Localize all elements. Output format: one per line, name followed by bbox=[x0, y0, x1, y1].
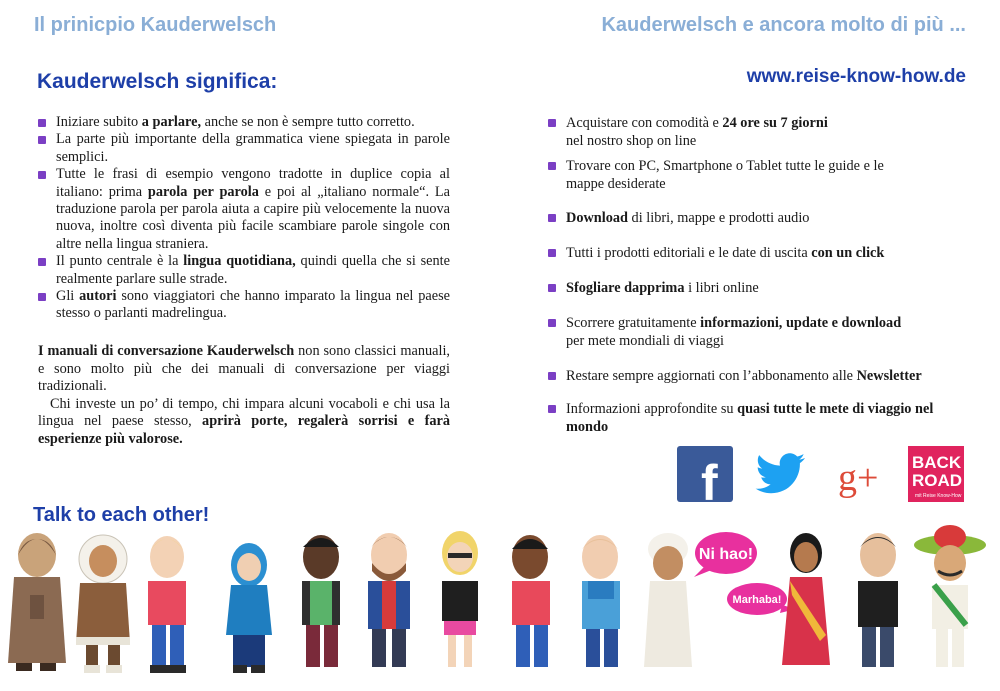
speech-bubble-marhaba bbox=[727, 583, 796, 615]
list-item: Informazioni approfondite su quasi tutte le mete di viaggio nel mondo bbox=[548, 400, 956, 436]
character-dark-boy bbox=[302, 535, 340, 667]
website-link[interactable]: www.reise-know-how.de bbox=[746, 66, 966, 87]
backtheroad-logo[interactable] bbox=[908, 446, 964, 502]
svg-text:Ni hao!: Ni hao! bbox=[698, 546, 754, 563]
list-item: La parte più importante della grammatica viene spiegata in parole semplici. bbox=[38, 131, 450, 166]
list-item: Acquistare con comodità e 24 ore su 7 giorni nel nostro shop on line bbox=[548, 114, 968, 150]
svg-text:BACK: BACK bbox=[912, 453, 962, 472]
section-title: Kauderwelsch significa: bbox=[37, 70, 278, 93]
intro-paragraphs bbox=[38, 343, 450, 449]
google-plus-icon[interactable] bbox=[836, 452, 892, 498]
svg-text:Marhaba!: Marhaba! bbox=[732, 594, 782, 606]
svg-text:ROAD: ROAD bbox=[912, 471, 963, 490]
character-turban-man bbox=[644, 533, 692, 667]
character-blonde-woman bbox=[442, 531, 478, 667]
list-item: Sfogliare dapprima i libri online bbox=[548, 279, 968, 297]
character-monk bbox=[8, 533, 66, 671]
list-item: Trovare con PC, Smartphone o Tablet tutte le guide e le mappe desiderate bbox=[548, 157, 896, 193]
twitter-icon[interactable] bbox=[755, 452, 807, 498]
header-right-title: Kauderwelsch e ancora molto di più ... bbox=[601, 14, 966, 36]
list-item: Il punto centrale è la lingua quotidiana, quindi quella che si sente realmente parlare sulle strade. bbox=[38, 253, 450, 288]
character-indian-woman bbox=[782, 533, 830, 665]
character-sombrero-man bbox=[914, 525, 986, 667]
character-inuit bbox=[76, 535, 130, 673]
list-item: Scorrere gratuitamente informazioni, update e download per mete mondiali di viaggi bbox=[548, 314, 968, 350]
list-item: Restare sempre aggiornati con l’abbonamento alle Newsletter bbox=[548, 367, 968, 385]
list-item: Tutte le frasi di esempio vengono tradotte in duplice copia al italiano: prima parola per parola e poi al „italiano normale“. La traduzione parola per parola aiuta a capire più velocemente la nuova nuova, inoltre così diventa più facile scambiare parole singole con altre nella lingua straniera. bbox=[38, 166, 450, 253]
list-item: Iniziare subito a parlare, anche se non è sempre tutto corretto. bbox=[38, 114, 450, 131]
talk-title: Talk to each other! bbox=[33, 504, 210, 526]
header-left-title: Il prinicpio Kauderwelsch bbox=[34, 14, 277, 36]
svg-text:f: f bbox=[701, 455, 718, 502]
paragraph: Chi investe un po’ di tempo, chi impara alcuni vocaboli e chi usa la lingua nel paese stesso, aprirà porte, regalerà sorrisi e farà esperienze più valorose. bbox=[38, 395, 450, 447]
character-blond-boy bbox=[148, 536, 186, 673]
list-item: Download di libri, mappe e prodotti audio bbox=[548, 209, 968, 227]
character-scarf-man bbox=[582, 535, 620, 667]
svg-text:mit Reise Know-How: mit Reise Know-How bbox=[915, 493, 962, 499]
list-item: Gli autori sono viaggiatori che hanno imparato la lingua nel paese stesso o parlanti madrelingua. bbox=[38, 288, 450, 323]
speech-bubble-ni-hao bbox=[694, 532, 757, 577]
svg-text:g+: g+ bbox=[838, 457, 879, 498]
character-bearded-man bbox=[368, 533, 410, 667]
facebook-icon[interactable] bbox=[677, 446, 733, 502]
list-item: Tutti i prodotti editoriali e le date di uscita con un click bbox=[548, 244, 968, 262]
paragraph: I manuali di conversazione Kauderwelsch non sono classici manuali, e sono molto più che dei manuali di conversazione per viaggi tradizionali. bbox=[38, 343, 450, 395]
features-list bbox=[38, 114, 450, 323]
services-list bbox=[548, 114, 968, 436]
character-black-shirt-man bbox=[858, 533, 898, 667]
character-curly-boy bbox=[512, 535, 550, 667]
character-hijab-girl bbox=[226, 543, 272, 673]
characters-illustration bbox=[0, 525, 1000, 691]
